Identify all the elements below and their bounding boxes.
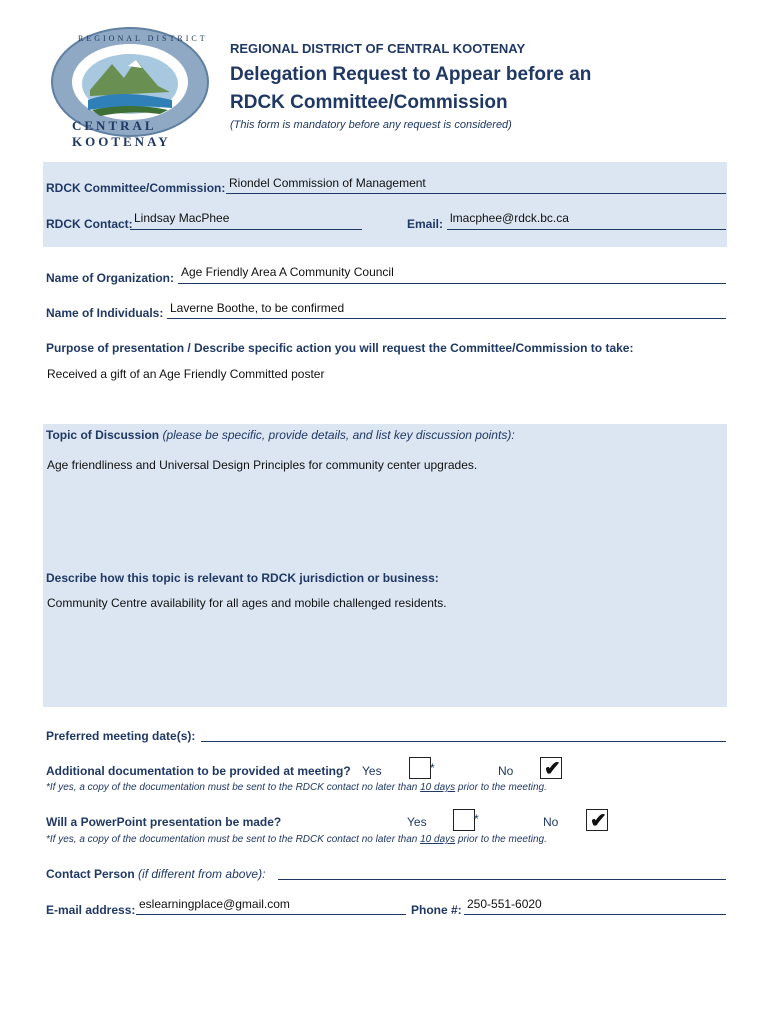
contact-person-field[interactable] bbox=[278, 879, 726, 880]
topic-hint: (please be specific, provide details, and list key discussion points): bbox=[162, 428, 515, 442]
committee-value: Riondel Commission of Management bbox=[229, 176, 426, 190]
phone-field[interactable] bbox=[464, 914, 726, 915]
docs-note bbox=[46, 782, 547, 793]
purpose-value[interactable]: Received a gift of an Age Friendly Committed poster bbox=[47, 367, 325, 381]
ppt-no-label: No bbox=[543, 815, 559, 829]
ppt-yes-asterisk: * bbox=[474, 812, 479, 826]
docs-yes-label: Yes bbox=[362, 764, 382, 778]
contact-field[interactable] bbox=[130, 229, 362, 230]
checkmark-icon: ✔ bbox=[544, 758, 561, 780]
page-subtitle: (This form is mandatory before any request is considered) bbox=[230, 119, 512, 131]
rdck-logo bbox=[50, 26, 210, 149]
docs-no-checkbox[interactable] bbox=[540, 757, 562, 779]
page-title-line2: RDCK Committee/Commission bbox=[230, 92, 508, 113]
contact-person-heading bbox=[46, 867, 265, 881]
phone-label: Phone #: bbox=[411, 903, 462, 917]
ppt-note-pre: *If yes, a copy of the documentation must be sent to the RDCK contact no later than bbox=[46, 834, 421, 845]
individuals-field[interactable] bbox=[167, 318, 726, 319]
logo-bottom-text: CENTRAL KOOTENAY bbox=[72, 118, 171, 149]
committee-label: RDCK Committee/Commission: bbox=[46, 181, 226, 195]
ppt-note bbox=[46, 834, 547, 845]
org-label: Name of Organization: bbox=[46, 271, 175, 285]
org-field[interactable] bbox=[178, 283, 726, 284]
ppt-note-days: 10 days bbox=[420, 834, 456, 845]
topic-heading bbox=[46, 428, 515, 442]
individuals-value: Laverne Boothe, to be confirmed bbox=[170, 301, 345, 315]
phone-value: 250-551-6020 bbox=[467, 897, 542, 911]
committee-field[interactable] bbox=[226, 193, 726, 194]
email-field[interactable] bbox=[447, 229, 726, 230]
docs-note-days: 10 days bbox=[420, 782, 456, 793]
contact-person-label: Contact Person bbox=[46, 867, 135, 881]
contact-value: Lindsay MacPhee bbox=[134, 211, 230, 225]
email2-field[interactable] bbox=[136, 914, 406, 915]
topic-value[interactable]: Age friendliness and Universal Design Principles for community center upgrades. bbox=[47, 458, 478, 472]
purpose-label: Purpose of presentation / Describe specific action you will request the Committee/Commission to take: bbox=[46, 341, 634, 355]
ppt-yes-checkbox[interactable] bbox=[453, 809, 475, 831]
ppt-label: Will a PowerPoint presentation be made? bbox=[46, 815, 282, 829]
org-value: Age Friendly Area A Community Council bbox=[181, 265, 394, 279]
docs-no-label: No bbox=[498, 764, 514, 778]
docs-yes-checkbox[interactable] bbox=[409, 757, 431, 779]
ppt-yes-label: Yes bbox=[407, 815, 427, 829]
contact-person-hint: (if different from above): bbox=[138, 867, 266, 881]
docs-yes-asterisk: * bbox=[430, 761, 435, 775]
email-value: lmacphee@rdck.bc.ca bbox=[450, 211, 569, 225]
meeting-date-label: Preferred meeting date(s): bbox=[46, 729, 196, 743]
meeting-date-field[interactable] bbox=[201, 741, 726, 742]
ppt-note-post: prior to the meeting. bbox=[455, 834, 547, 845]
relevance-label: Describe how this topic is relevant to RDCK jurisdiction or business: bbox=[46, 571, 439, 585]
docs-note-pre: *If yes, a copy of the documentation must be sent to the RDCK contact no later than bbox=[46, 782, 421, 793]
email-label: Email: bbox=[407, 217, 444, 231]
individuals-label: Name of Individuals: bbox=[46, 306, 164, 320]
contact-label: RDCK Contact: bbox=[46, 217, 133, 231]
contact-section-shade bbox=[43, 162, 727, 247]
relevance-value[interactable]: Community Centre availability for all ages and mobile challenged residents. bbox=[47, 596, 447, 610]
ppt-no-checkbox[interactable] bbox=[586, 809, 608, 831]
docs-label: Additional documentation to be provided at meeting? bbox=[46, 764, 351, 778]
email2-label: E-mail address: bbox=[46, 903, 136, 917]
topic-label: Topic of Discussion bbox=[46, 428, 160, 442]
checkmark-icon: ✔ bbox=[590, 810, 607, 832]
email2-value: eslearningplace@gmail.com bbox=[139, 897, 290, 911]
docs-note-post: prior to the meeting. bbox=[455, 782, 547, 793]
org-name: REGIONAL DISTRICT OF CENTRAL KOOTENAY bbox=[230, 41, 526, 56]
page-title-line1: Delegation Request to Appear before an bbox=[230, 64, 592, 85]
logo-top-text: REGIONAL DISTRICT bbox=[78, 34, 208, 43]
